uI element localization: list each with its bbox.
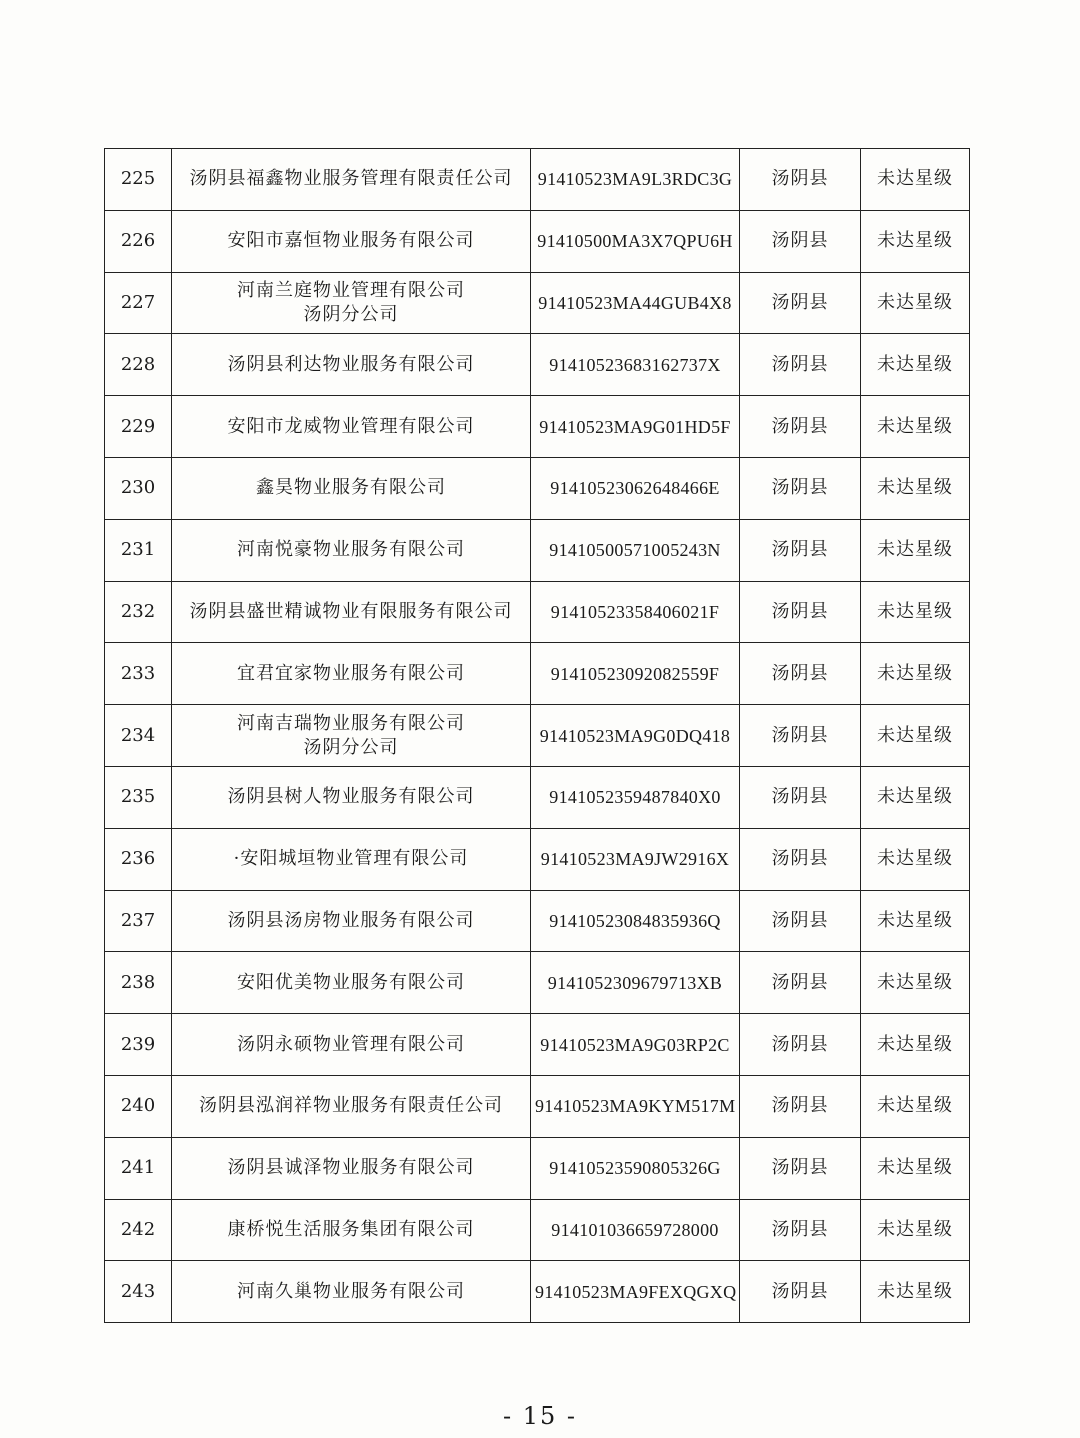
row-number-cell: 242 — [105, 1199, 172, 1261]
credit-code-cell: 91410523MA9FEXQGXQ — [531, 1261, 740, 1323]
credit-code-cell: 91410523062648466E — [531, 457, 740, 519]
rating-cell: 未达星级 — [861, 1075, 970, 1137]
credit-code-cell: 91410523084835936Q — [531, 890, 740, 952]
rating-cell: 未达星级 — [861, 1199, 970, 1261]
credit-code-cell: 9141052309679713XB — [531, 952, 740, 1014]
table-row — [105, 1261, 970, 1323]
rating-cell: 未达星级 — [861, 1261, 970, 1323]
row-number-cell: 233 — [105, 643, 172, 705]
area-cell: 汤阴县 — [740, 334, 861, 396]
company-name-cell — [172, 396, 531, 458]
company-name-line: 汤阴分公司 — [303, 303, 399, 325]
row-number-cell: 241 — [105, 1137, 172, 1199]
company-name-line: 鑫昊物业服务有限公司 — [256, 477, 446, 499]
table-row — [105, 581, 970, 643]
company-name-cell — [172, 519, 531, 581]
company-name-cell — [172, 1199, 531, 1261]
company-name-cell — [172, 581, 531, 643]
company-name-line: 汤阴县福鑫物业服务管理有限责任公司 — [189, 168, 513, 190]
company-name-line: 河南兰庭物业管理有限公司 — [237, 279, 465, 301]
area-cell: 汤阴县 — [740, 1199, 861, 1261]
table-row — [105, 1075, 970, 1137]
area-cell: 汤阴县 — [740, 952, 861, 1014]
rating-cell: 未达星级 — [861, 890, 970, 952]
row-number-cell: 238 — [105, 952, 172, 1014]
company-name-cell — [172, 643, 531, 705]
credit-code-cell: 91410523MA9G0DQ418 — [531, 705, 740, 767]
table-row — [105, 890, 970, 952]
company-name-cell — [172, 705, 531, 767]
company-name-line: 汤阴县诚泽物业服务有限公司 — [227, 1157, 475, 1179]
area-cell: 汤阴县 — [740, 643, 861, 705]
company-name-cell — [172, 1137, 531, 1199]
table-row — [105, 519, 970, 581]
row-number-cell: 228 — [105, 334, 172, 396]
credit-code-cell: 91410523MA44GUB4X8 — [531, 272, 740, 334]
credit-code-cell: 91410523MA9JW2916X — [531, 828, 740, 890]
company-name-line: 河南悦豪物业服务有限公司 — [237, 539, 465, 561]
table-row — [105, 1199, 970, 1261]
company-name-cell — [172, 766, 531, 828]
table-row — [105, 828, 970, 890]
rating-cell: 未达星级 — [861, 210, 970, 272]
company-name-cell — [172, 1014, 531, 1076]
table-row — [105, 766, 970, 828]
rating-cell: 未达星级 — [861, 705, 970, 767]
company-name-line: 宜君宜家物业服务有限公司 — [237, 662, 465, 684]
company-name-line: 汤阴县盛世精诚物业有限服务有限公司 — [189, 600, 513, 622]
area-cell: 汤阴县 — [740, 457, 861, 519]
table-row — [105, 952, 970, 1014]
company-name-cell — [172, 210, 531, 272]
company-name-line: 河南吉瑞物业服务有限公司 — [237, 712, 465, 734]
area-cell: 汤阴县 — [740, 705, 861, 767]
company-name-line: 汤阴县泓润祥物业服务有限责任公司 — [199, 1095, 503, 1117]
rating-cell: 未达星级 — [861, 643, 970, 705]
rating-cell: 未达星级 — [861, 952, 970, 1014]
company-name-cell — [172, 1075, 531, 1137]
rating-cell: 未达星级 — [861, 1014, 970, 1076]
area-cell: 汤阴县 — [740, 396, 861, 458]
company-name-line: 安阳优美物业服务有限公司 — [237, 971, 465, 993]
rating-cell: 未达星级 — [861, 272, 970, 334]
table-row — [105, 149, 970, 211]
rating-cell: 未达星级 — [861, 766, 970, 828]
credit-code-cell: 91410523MA9L3RDC3G — [531, 149, 740, 211]
row-number-cell: 229 — [105, 396, 172, 458]
table-row — [105, 643, 970, 705]
credit-code-cell: 9141052359487840X0 — [531, 766, 740, 828]
row-number-cell: 237 — [105, 890, 172, 952]
credit-code-cell: 91410500MA3X7QPU6H — [531, 210, 740, 272]
row-number-cell: 226 — [105, 210, 172, 272]
credit-code-cell: 91410523590805326G — [531, 1137, 740, 1199]
company-name-line: 汤阴县利达物业服务有限公司 — [227, 353, 475, 375]
area-cell: 汤阴县 — [740, 519, 861, 581]
table-row — [105, 334, 970, 396]
row-number-cell: 227 — [105, 272, 172, 334]
credit-code-cell: 914101036659728000 — [531, 1199, 740, 1261]
company-name-cell — [172, 952, 531, 1014]
company-name-line: ·安阳城垣物业管理有限公司 — [233, 848, 469, 870]
rating-cell: 未达星级 — [861, 1137, 970, 1199]
rating-cell: 未达星级 — [861, 581, 970, 643]
company-name-line: 汤阴县汤房物业服务有限公司 — [227, 909, 475, 931]
company-name-line: 安阳市嘉恒物业服务有限公司 — [227, 230, 475, 252]
rating-cell: 未达星级 — [861, 519, 970, 581]
area-cell: 汤阴县 — [740, 766, 861, 828]
table-body — [105, 149, 970, 1323]
table-row — [105, 210, 970, 272]
area-cell: 汤阴县 — [740, 149, 861, 211]
area-cell: 汤阴县 — [740, 210, 861, 272]
table-row — [105, 705, 970, 767]
company-name-cell — [172, 828, 531, 890]
row-number-cell: 232 — [105, 581, 172, 643]
credit-code-cell: 91410523683162737X — [531, 334, 740, 396]
table-row — [105, 457, 970, 519]
area-cell: 汤阴县 — [740, 890, 861, 952]
company-name-line: 康桥悦生活服务集团有限公司 — [227, 1218, 475, 1240]
area-cell: 汤阴县 — [740, 1261, 861, 1323]
row-number-cell: 235 — [105, 766, 172, 828]
row-number-cell: 231 — [105, 519, 172, 581]
company-name-line: 河南久巢物业服务有限公司 — [237, 1280, 465, 1302]
company-name-cell — [172, 457, 531, 519]
rating-cell: 未达星级 — [861, 828, 970, 890]
table-row — [105, 1014, 970, 1076]
area-cell: 汤阴县 — [740, 272, 861, 334]
company-name-cell — [172, 272, 531, 334]
table-row — [105, 396, 970, 458]
credit-code-cell: 91410523358406021F — [531, 581, 740, 643]
area-cell: 汤阴县 — [740, 828, 861, 890]
company-name-line: 汤阴县树人物业服务有限公司 — [227, 786, 475, 808]
company-name-cell — [172, 890, 531, 952]
company-name-cell — [172, 149, 531, 211]
page-number: - 15 - — [502, 1402, 577, 1430]
rating-cell: 未达星级 — [861, 457, 970, 519]
rating-cell: 未达星级 — [861, 396, 970, 458]
company-name-cell — [172, 334, 531, 396]
row-number-cell: 240 — [105, 1075, 172, 1137]
rating-cell: 未达星级 — [861, 149, 970, 211]
credit-code-cell: 91410523MA9G03RP2C — [531, 1014, 740, 1076]
credit-code-cell: 91410523092082559F — [531, 643, 740, 705]
company-rating-table — [104, 148, 970, 1323]
table-row — [105, 1137, 970, 1199]
company-name-line: 安阳市龙威物业管理有限公司 — [227, 415, 475, 437]
credit-code-cell: 91410500571005243N — [531, 519, 740, 581]
row-number-cell: 239 — [105, 1014, 172, 1076]
row-number-cell: 225 — [105, 149, 172, 211]
row-number-cell: 230 — [105, 457, 172, 519]
company-name-line: 汤阴分公司 — [303, 736, 399, 758]
area-cell: 汤阴县 — [740, 581, 861, 643]
area-cell: 汤阴县 — [740, 1075, 861, 1137]
credit-code-cell: 91410523MA9KYM517M — [531, 1075, 740, 1137]
rating-cell: 未达星级 — [861, 334, 970, 396]
company-name-line: 汤阴永硕物业管理有限公司 — [237, 1033, 465, 1055]
company-name-cell — [172, 1261, 531, 1323]
area-cell: 汤阴县 — [740, 1014, 861, 1076]
row-number-cell: 243 — [105, 1261, 172, 1323]
row-number-cell: 236 — [105, 828, 172, 890]
table-row — [105, 272, 970, 334]
row-number-cell: 234 — [105, 705, 172, 767]
area-cell: 汤阴县 — [740, 1137, 861, 1199]
credit-code-cell: 91410523MA9G01HD5F — [531, 396, 740, 458]
